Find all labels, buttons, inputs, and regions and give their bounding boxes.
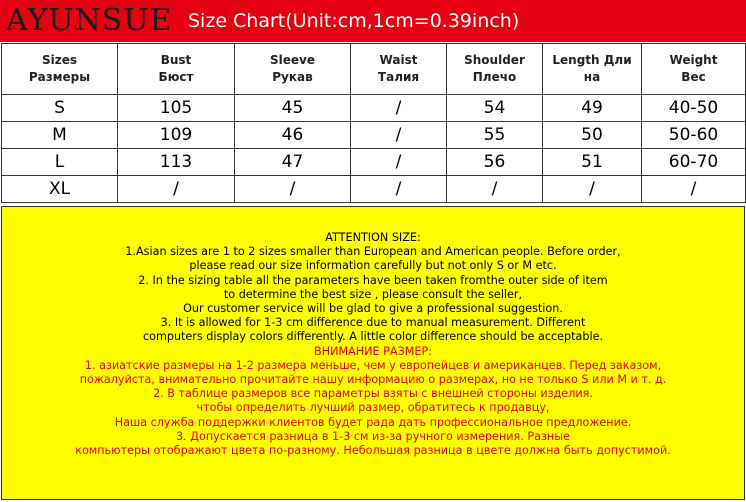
notice-line-en: 1.Asian sizes are 1 to 2 sizes smaller than European and American people. Before order, <box>125 245 621 259</box>
cell-size: XL <box>2 176 118 203</box>
cell-length: / <box>543 176 642 203</box>
header-length: Length Дли на <box>543 44 642 95</box>
cell-weight: / <box>642 176 746 203</box>
cell-shoulder: / <box>447 176 543 203</box>
cell-size: L <box>2 149 118 176</box>
cell-waist: / <box>351 176 447 203</box>
notice-line-en: 2. In the sizing table all the parameters have been taken fromthe outer side of item <box>138 273 608 287</box>
header-sizes: Sizes Размеры <box>2 44 118 95</box>
notice-line-en: to determine the best size , please consult the seller, <box>223 287 523 301</box>
notice-line-ru: чтобы определить лучший размер, обратитесь к продавцу, <box>196 401 550 415</box>
cell-bust: 109 <box>118 122 235 149</box>
table-row <box>2 95 746 122</box>
cell-sleeve: 47 <box>235 149 351 176</box>
cell-sleeve: 45 <box>235 95 351 122</box>
size-chart-title: Size Chart(Unit:cm,1cm=0.39inch) <box>188 10 520 32</box>
header-shoulder: Shoulder Плечо <box>447 44 543 95</box>
header-weight: Weight Вес <box>642 44 746 95</box>
cell-sleeve: 46 <box>235 122 351 149</box>
brand-logo: AYUNSUE <box>6 3 173 38</box>
cell-length: 50 <box>543 122 642 149</box>
cell-weight: 50-60 <box>642 122 746 149</box>
notice-line-en: 3. It is allowed for 1-3 cm difference due to manual measurement. Different <box>160 316 586 330</box>
notice-line-ru: пожалуйста, внимательно прочитайте нашу информацию о размерах, но не только S или M и т. д. <box>79 373 667 387</box>
cell-size: S <box>2 95 118 122</box>
cell-waist: / <box>351 122 447 149</box>
table-row <box>2 176 746 203</box>
notice-line-en: please read our size information carefully but not only S or M etc. <box>189 259 557 273</box>
notice-heading-en: ATTENTION SIZE: <box>325 231 421 244</box>
notice-line-ru: 2. В таблице размеров все параметры взяты с внешней стороны изделия. <box>153 387 593 401</box>
table-row <box>2 149 746 176</box>
notice-line-en: Our customer service will be glad to give a professional suggestion. <box>183 302 563 316</box>
header-bust: Bust Бюст <box>118 44 235 95</box>
notice-line-ru: 1. азиатские размеры на 1-2 размера меньше, чем у европейцев и американцев. Перед заказом, <box>84 358 662 372</box>
notice-heading-ru: ВНИМАНИЕ РАЗМЕР: <box>314 344 432 358</box>
table-header-row <box>2 44 746 95</box>
size-notice-panel <box>1 206 745 500</box>
cell-weight: 40-50 <box>642 95 746 122</box>
notice-line-ru: Наша служба поддержки клиентов будет рада дать профессиональное предложение. <box>114 415 632 429</box>
cell-bust: 113 <box>118 149 235 176</box>
notice-line-ru: 3. Допускается разница в 1-3 см из-за ручного измерения. Разные <box>176 429 570 443</box>
cell-length: 49 <box>543 95 642 122</box>
cell-size: M <box>2 122 118 149</box>
cell-length: 51 <box>543 149 642 176</box>
cell-shoulder: 56 <box>447 149 543 176</box>
notice-line-en: computers display colors differently. A little color difference should be acceptable. <box>142 330 604 344</box>
table-row <box>2 122 746 149</box>
cell-weight: 60-70 <box>642 149 746 176</box>
cell-waist: / <box>351 95 447 122</box>
cell-waist: / <box>351 149 447 176</box>
cell-bust: 105 <box>118 95 235 122</box>
cell-bust: / <box>118 176 235 203</box>
size-table <box>1 43 746 203</box>
cell-shoulder: 54 <box>447 95 543 122</box>
header-waist: Waist Талия <box>351 44 447 95</box>
header-banner <box>0 0 746 42</box>
cell-shoulder: 55 <box>447 122 543 149</box>
header-sleeve: Sleeve Рукав <box>235 44 351 95</box>
cell-sleeve: / <box>235 176 351 203</box>
notice-line-ru: компьютеры отображают цвета по-разному. Небольшая разница в цвете должна быть допустимой. <box>75 444 671 458</box>
